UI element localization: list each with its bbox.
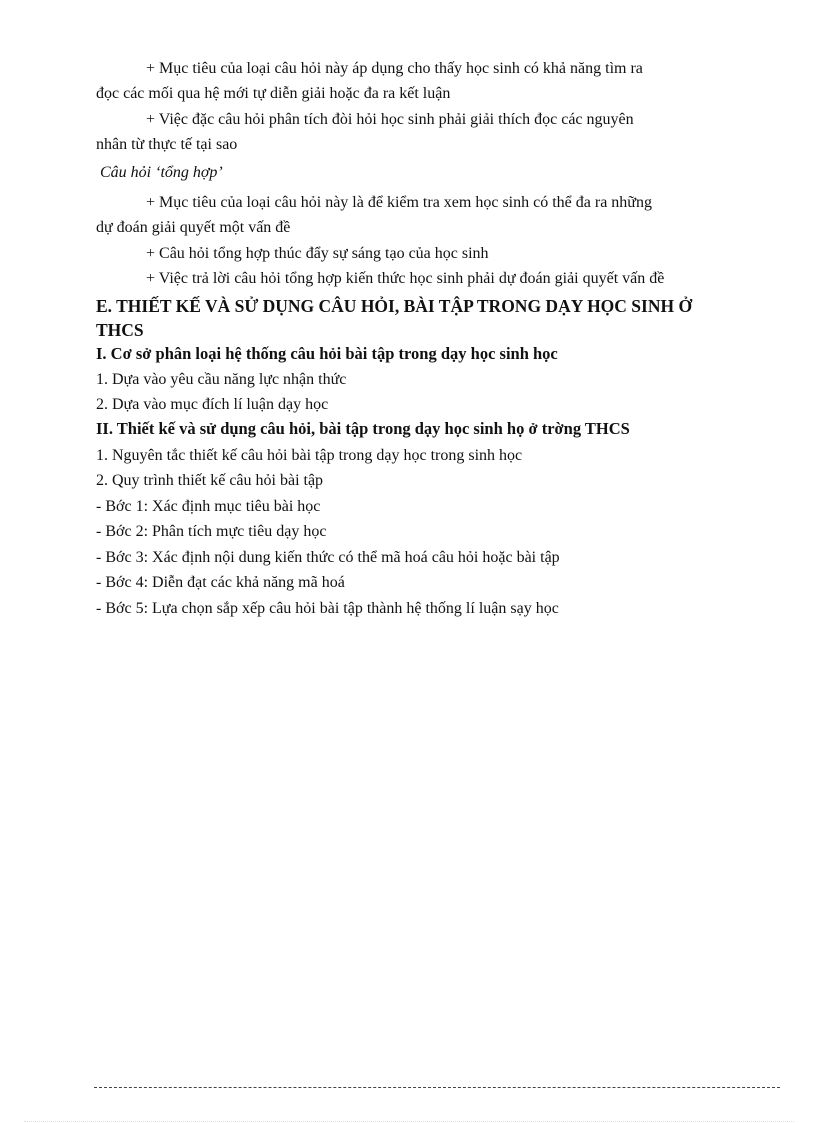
section-heading: E. THIẾT KẾ VÀ SỬ DỤNG CÂU HỎI, BÀI TẬP TRONG DẠY HỌC SINH Ở <box>96 296 693 316</box>
text-line: + Mục tiêu của loại câu hỏi này áp dụng cho thấy học sinh có khả năng tìm ra <box>146 60 643 77</box>
list-item: 1. Dựa vào yêu cầu năng lực nhận thức <box>96 371 347 388</box>
step-item: - Bớc 4: Diễn đạt các khả năng mã hoá <box>96 574 345 591</box>
list-item: 2. Quy trình thiết kế câu hỏi bài tập <box>96 472 324 489</box>
text-line: + Việc đặc câu hỏi phân tích đòi hỏi học sinh phải giải thích đọc các nguyên <box>146 111 634 128</box>
footer-dashed-rule <box>94 1087 780 1088</box>
section-heading-continued: THCS <box>96 320 144 340</box>
page-bottom-dotted-edge <box>24 1121 794 1122</box>
step-item: - Bớc 2: Phân tích mực tiêu dạy học <box>96 523 327 540</box>
subsection-heading: I. Cơ sở phân loại hệ thống câu hỏi bài tập trong dạy học sinh học <box>96 344 558 363</box>
step-item: - Bớc 1: Xác định mục tiêu bài học <box>96 498 321 515</box>
text-line: + Việc trả lời câu hỏi tổng hợp kiến thức học sinh phải dự đoán giải quyết vấn đề <box>146 270 665 287</box>
step-item: - Bớc 3: Xác định nội dung kiến thức có thể mã hoá câu hỏi hoặc bài tập <box>96 549 560 566</box>
list-item: 1. Nguyên tắc thiết kế câu hỏi bài tập trong dạy học trong sinh học <box>96 447 523 464</box>
subsection-heading: II. Thiết kế và sử dụng câu hỏi, bài tập trong dạy học sinh họ ở trờng THCS <box>96 419 630 438</box>
section-label-italic: Câu hỏi ‘tổng hợp’ <box>100 164 223 181</box>
step-item: - Bớc 5: Lựa chọn sắp xếp câu hỏi bài tập thành hệ thống lí luận sạy học <box>96 600 559 617</box>
text-line: + Mục tiêu của loại câu hỏi này là để kiểm tra xem học sinh có thể đa ra những <box>146 194 652 211</box>
list-item: 2. Dựa vào mục đích lí luận dạy học <box>96 396 329 413</box>
text-line: nhân từ thực tế tại sao <box>96 136 238 153</box>
text-line: + Câu hỏi tổng hợp thúc đẩy sự sáng tạo của học sinh <box>146 245 489 262</box>
text-line: đọc các mối qua hệ mới tự diễn giải hoặc đa ra kết luận <box>96 85 451 102</box>
text-line: dự đoán giải quyết một vấn đề <box>96 219 291 236</box>
